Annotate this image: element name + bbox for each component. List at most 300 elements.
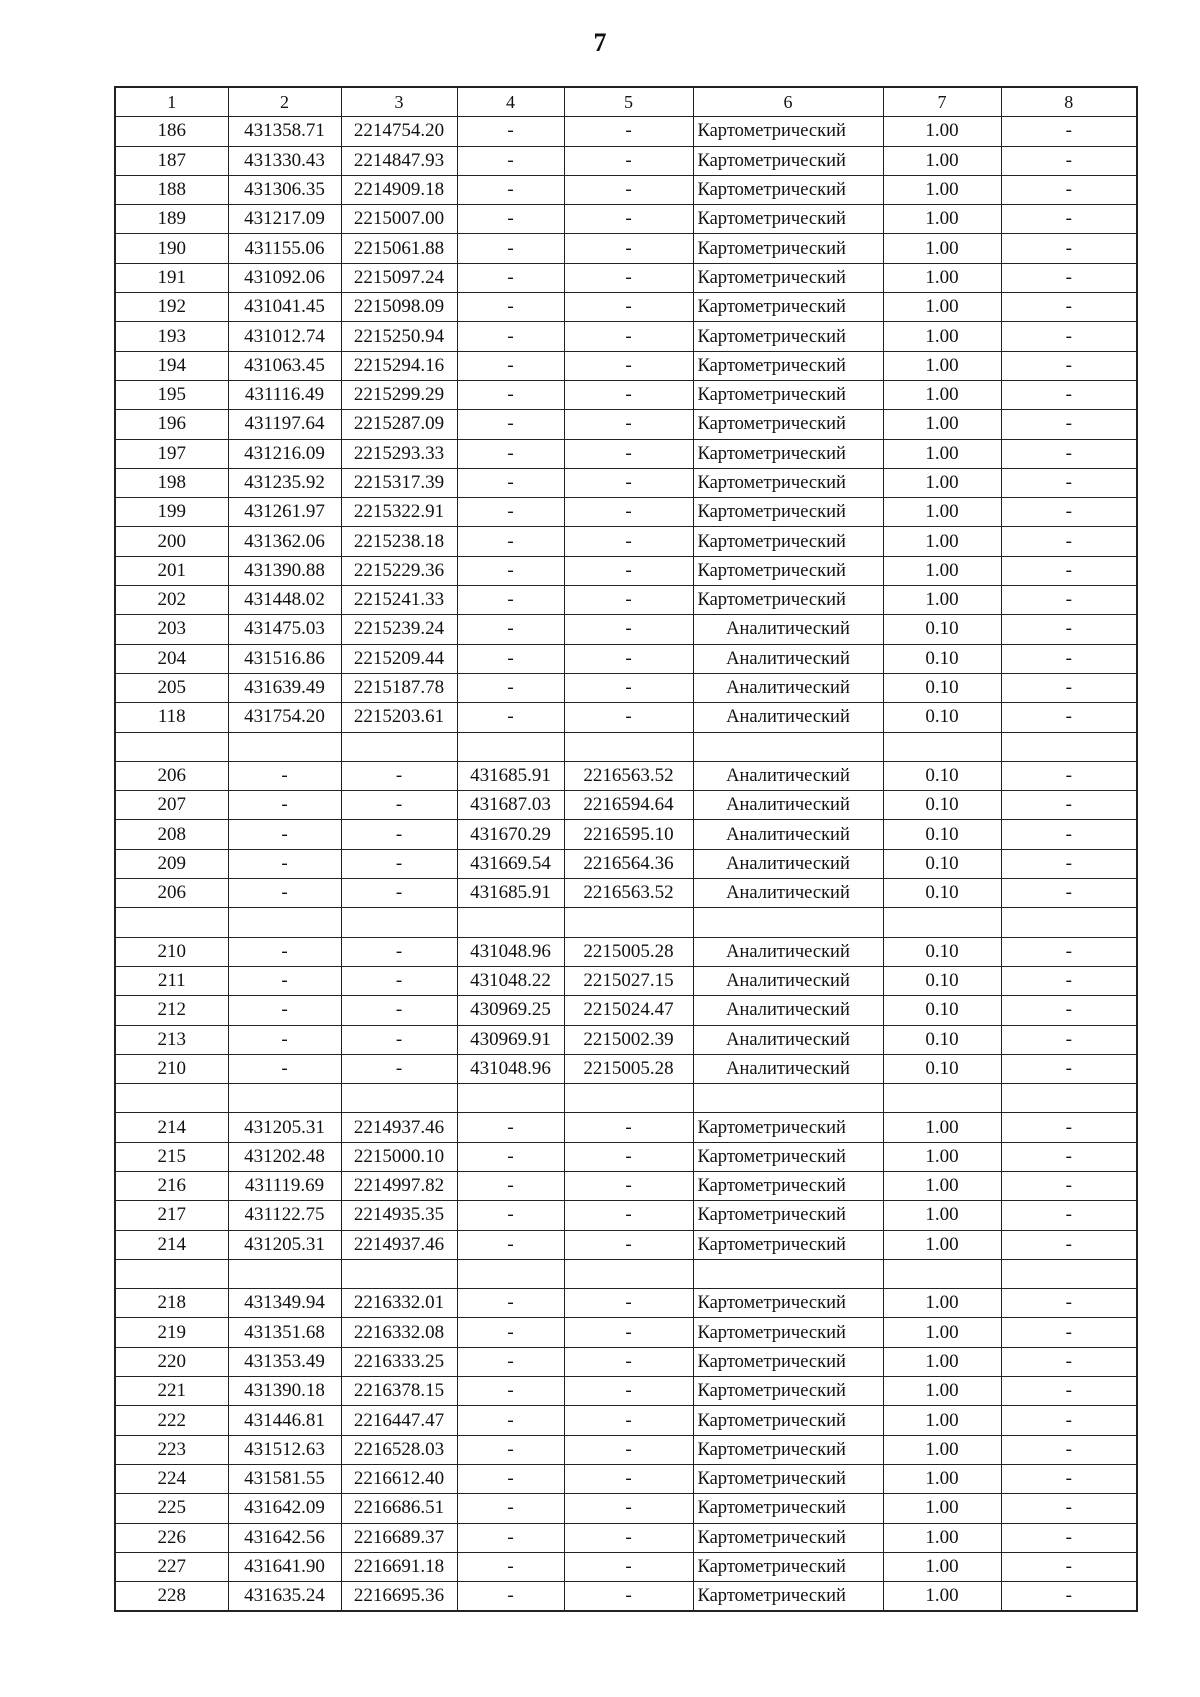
x-coord-alt-cell: - xyxy=(457,1171,564,1200)
x-coord-cell: 431012.74 xyxy=(228,322,341,351)
table-row xyxy=(115,732,1137,761)
method-cell: Аналитический xyxy=(693,849,883,878)
accuracy-cell: 0.10 xyxy=(883,615,1001,644)
accuracy-cell: 1.00 xyxy=(883,175,1001,204)
description-cell: - xyxy=(1001,1582,1137,1612)
description-cell: - xyxy=(1001,1552,1137,1581)
y-coord-alt-cell: - xyxy=(564,1582,693,1612)
x-coord-cell: 431362.06 xyxy=(228,527,341,556)
x-coord-cell: 431642.56 xyxy=(228,1523,341,1552)
x-coord-alt-cell: - xyxy=(457,1318,564,1347)
description-cell: - xyxy=(1001,1142,1137,1171)
y-coord-alt-cell: 2216595.10 xyxy=(564,820,693,849)
x-coord-cell: 431041.45 xyxy=(228,293,341,322)
y-coord-cell: - xyxy=(341,820,457,849)
point-number-cell xyxy=(115,732,228,761)
point-number-cell: 228 xyxy=(115,1582,228,1612)
x-coord-alt-cell: - xyxy=(457,263,564,292)
y-coord-cell: 2214754.20 xyxy=(341,117,457,146)
x-coord-cell xyxy=(228,908,341,937)
description-cell: - xyxy=(1001,703,1137,732)
table-row xyxy=(115,1435,1137,1464)
point-number-cell: 201 xyxy=(115,556,228,585)
table-row xyxy=(115,263,1137,292)
x-coord-cell: 431353.49 xyxy=(228,1347,341,1376)
y-coord-cell: 2214937.46 xyxy=(341,1230,457,1259)
method-cell: Картометрический xyxy=(693,234,883,263)
table-row xyxy=(115,703,1137,732)
x-coord-alt-cell xyxy=(457,1084,564,1113)
table-row xyxy=(115,879,1137,908)
table-row xyxy=(115,468,1137,497)
table-row xyxy=(115,1171,1137,1200)
y-coord-cell: - xyxy=(341,879,457,908)
table-row xyxy=(115,351,1137,380)
table-row xyxy=(115,234,1137,263)
page-number: 7 xyxy=(593,28,607,57)
method-cell: Картометрический xyxy=(693,351,883,380)
y-coord-alt-cell: - xyxy=(564,703,693,732)
accuracy-cell: 1.00 xyxy=(883,1347,1001,1376)
method-cell: Картометрический xyxy=(693,1289,883,1318)
y-coord-alt-cell: - xyxy=(564,556,693,585)
x-coord-alt-cell: - xyxy=(457,439,564,468)
y-coord-cell: 2214937.46 xyxy=(341,1113,457,1142)
y-coord-alt-cell: - xyxy=(564,380,693,409)
y-coord-cell: 2216528.03 xyxy=(341,1435,457,1464)
x-coord-cell: 431216.09 xyxy=(228,439,341,468)
accuracy-cell: 1.00 xyxy=(883,1377,1001,1406)
accuracy-cell: 1.00 xyxy=(883,1494,1001,1523)
table-row xyxy=(115,1230,1137,1259)
description-cell: - xyxy=(1001,1054,1137,1083)
y-coord-alt-cell: - xyxy=(564,1171,693,1200)
point-number-cell: 200 xyxy=(115,527,228,556)
y-coord-alt-cell xyxy=(564,1259,693,1288)
y-coord-alt-cell: 2215027.15 xyxy=(564,966,693,995)
y-coord-alt-cell: - xyxy=(564,1142,693,1171)
accuracy-cell: 1.00 xyxy=(883,1464,1001,1493)
y-coord-cell: 2216378.15 xyxy=(341,1377,457,1406)
y-coord-cell: 2215294.16 xyxy=(341,351,457,380)
description-cell: - xyxy=(1001,468,1137,497)
method-cell: Картометрический xyxy=(693,586,883,615)
x-coord-cell: 431581.55 xyxy=(228,1464,341,1493)
accuracy-cell xyxy=(883,908,1001,937)
y-coord-alt-cell: 2216563.52 xyxy=(564,879,693,908)
method-cell: Картометрический xyxy=(693,1142,883,1171)
point-number-cell: 205 xyxy=(115,673,228,702)
method-cell: Картометрический xyxy=(693,1523,883,1552)
y-coord-cell: 2215187.78 xyxy=(341,673,457,702)
x-coord-alt-cell: - xyxy=(457,586,564,615)
y-coord-alt-cell: 2216563.52 xyxy=(564,761,693,790)
table-row xyxy=(115,1347,1137,1376)
y-coord-cell: 2216612.40 xyxy=(341,1464,457,1493)
accuracy-cell: 1.00 xyxy=(883,1142,1001,1171)
y-coord-cell: - xyxy=(341,937,457,966)
x-coord-cell: 431754.20 xyxy=(228,703,341,732)
y-coord-alt-cell: - xyxy=(564,586,693,615)
method-cell: Картометрический xyxy=(693,380,883,409)
coordinates-table xyxy=(114,86,1138,1612)
table-row xyxy=(115,849,1137,878)
y-coord-alt-cell: - xyxy=(564,673,693,702)
x-coord-cell: - xyxy=(228,1025,341,1054)
method-cell: Картометрический xyxy=(693,1201,883,1230)
x-coord-alt-cell: - xyxy=(457,1523,564,1552)
table-row xyxy=(115,527,1137,556)
table-row xyxy=(115,1289,1137,1318)
method-cell xyxy=(693,1084,883,1113)
point-number-cell: 195 xyxy=(115,380,228,409)
x-coord-alt-cell: - xyxy=(457,1377,564,1406)
table-row xyxy=(115,556,1137,585)
y-coord-cell: 2216332.01 xyxy=(341,1289,457,1318)
accuracy-cell: 1.00 xyxy=(883,1230,1001,1259)
description-cell xyxy=(1001,732,1137,761)
x-coord-cell: 431205.31 xyxy=(228,1230,341,1259)
accuracy-cell: 1.00 xyxy=(883,1582,1001,1612)
method-cell: Картометрический xyxy=(693,263,883,292)
y-coord-alt-cell: - xyxy=(564,1523,693,1552)
description-cell: - xyxy=(1001,761,1137,790)
y-coord-cell: 2216333.25 xyxy=(341,1347,457,1376)
method-cell: Картометрический xyxy=(693,1377,883,1406)
method-cell: Картометрический xyxy=(693,1582,883,1612)
accuracy-cell: 0.10 xyxy=(883,879,1001,908)
description-cell: - xyxy=(1001,1201,1137,1230)
accuracy-cell: 0.10 xyxy=(883,791,1001,820)
table-row xyxy=(115,820,1137,849)
y-coord-alt-cell: - xyxy=(564,117,693,146)
y-coord-alt-cell: - xyxy=(564,1289,693,1318)
y-coord-cell: 2216691.18 xyxy=(341,1552,457,1581)
point-number-cell: 194 xyxy=(115,351,228,380)
x-coord-alt-cell: 431685.91 xyxy=(457,761,564,790)
description-cell: - xyxy=(1001,966,1137,995)
x-coord-cell: 431155.06 xyxy=(228,234,341,263)
x-coord-cell: - xyxy=(228,849,341,878)
method-cell: Картометрический xyxy=(693,1494,883,1523)
y-coord-cell: 2214847.93 xyxy=(341,146,457,175)
point-number-cell: 196 xyxy=(115,410,228,439)
y-coord-alt-cell: - xyxy=(564,175,693,204)
x-coord-alt-cell xyxy=(457,908,564,937)
y-coord-alt-cell: 2215005.28 xyxy=(564,1054,693,1083)
y-coord-cell: 2215098.09 xyxy=(341,293,457,322)
y-coord-alt-cell: - xyxy=(564,1201,693,1230)
x-coord-alt-cell: 430969.91 xyxy=(457,1025,564,1054)
table-body xyxy=(115,87,1137,1611)
point-number-cell: 222 xyxy=(115,1406,228,1435)
accuracy-cell: 1.00 xyxy=(883,1435,1001,1464)
point-number-cell: 187 xyxy=(115,146,228,175)
y-coord-alt-cell: - xyxy=(564,644,693,673)
y-coord-alt-cell: - xyxy=(564,322,693,351)
method-cell: Аналитический xyxy=(693,1054,883,1083)
x-coord-cell: 431119.69 xyxy=(228,1171,341,1200)
accuracy-cell: 1.00 xyxy=(883,1201,1001,1230)
x-coord-alt-cell: - xyxy=(457,615,564,644)
x-coord-cell: 431448.02 xyxy=(228,586,341,615)
y-coord-cell: 2215293.33 xyxy=(341,439,457,468)
y-coord-cell: 2215317.39 xyxy=(341,468,457,497)
x-coord-cell: - xyxy=(228,996,341,1025)
method-cell: Картометрический xyxy=(693,1435,883,1464)
point-number-cell: 208 xyxy=(115,820,228,849)
table-row xyxy=(115,498,1137,527)
point-number-cell: 218 xyxy=(115,1289,228,1318)
description-cell: - xyxy=(1001,1230,1137,1259)
description-cell: - xyxy=(1001,117,1137,146)
y-coord-cell: - xyxy=(341,966,457,995)
x-coord-alt-cell: - xyxy=(457,468,564,497)
table-row xyxy=(115,117,1137,146)
description-cell: - xyxy=(1001,644,1137,673)
point-number-cell: 214 xyxy=(115,1113,228,1142)
accuracy-cell: 1.00 xyxy=(883,1289,1001,1318)
method-cell: Картометрический xyxy=(693,1464,883,1493)
description-cell: - xyxy=(1001,498,1137,527)
y-coord-cell: - xyxy=(341,761,457,790)
y-coord-alt-cell: - xyxy=(564,1347,693,1376)
description-cell: - xyxy=(1001,1113,1137,1142)
method-cell: Аналитический xyxy=(693,703,883,732)
point-number-cell: 203 xyxy=(115,615,228,644)
y-coord-alt-cell: - xyxy=(564,439,693,468)
x-coord-cell: 431197.64 xyxy=(228,410,341,439)
y-coord-alt-cell: - xyxy=(564,263,693,292)
header-cell: 1 xyxy=(115,87,228,117)
x-coord-alt-cell: - xyxy=(457,1406,564,1435)
description-cell: - xyxy=(1001,175,1137,204)
header-cell: 6 xyxy=(693,87,883,117)
table-row xyxy=(115,1406,1137,1435)
point-number-cell: 224 xyxy=(115,1464,228,1493)
x-coord-cell: 431635.24 xyxy=(228,1582,341,1612)
accuracy-cell: 1.00 xyxy=(883,1113,1001,1142)
description-cell: - xyxy=(1001,1464,1137,1493)
y-coord-cell: 2215061.88 xyxy=(341,234,457,263)
y-coord-cell: 2216686.51 xyxy=(341,1494,457,1523)
accuracy-cell: 1.00 xyxy=(883,205,1001,234)
x-coord-alt-cell: - xyxy=(457,1435,564,1464)
point-number-cell xyxy=(115,908,228,937)
point-number-cell: 209 xyxy=(115,849,228,878)
table-row xyxy=(115,1025,1137,1054)
y-coord-cell: 2215299.29 xyxy=(341,380,457,409)
y-coord-alt-cell: - xyxy=(564,146,693,175)
x-coord-alt-cell: - xyxy=(457,1289,564,1318)
method-cell: Картометрический xyxy=(693,175,883,204)
y-coord-alt-cell xyxy=(564,1084,693,1113)
y-coord-alt-cell: - xyxy=(564,1435,693,1464)
point-number-cell: 204 xyxy=(115,644,228,673)
description-cell: - xyxy=(1001,1347,1137,1376)
description-cell: - xyxy=(1001,849,1137,878)
point-number-cell: 186 xyxy=(115,117,228,146)
x-coord-alt-cell: - xyxy=(457,1494,564,1523)
table-row xyxy=(115,1201,1137,1230)
x-coord-alt-cell: - xyxy=(457,498,564,527)
description-cell: - xyxy=(1001,263,1137,292)
accuracy-cell: 0.10 xyxy=(883,820,1001,849)
method-cell: Аналитический xyxy=(693,937,883,966)
accuracy-cell: 1.00 xyxy=(883,1318,1001,1347)
point-number-cell: 210 xyxy=(115,1054,228,1083)
accuracy-cell: 0.10 xyxy=(883,966,1001,995)
method-cell: Картометрический xyxy=(693,556,883,585)
x-coord-alt-cell xyxy=(457,1259,564,1288)
description-cell: - xyxy=(1001,322,1137,351)
y-coord-alt-cell: - xyxy=(564,1552,693,1581)
y-coord-alt-cell: - xyxy=(564,234,693,263)
y-coord-cell xyxy=(341,1259,457,1288)
x-coord-cell: 431092.06 xyxy=(228,263,341,292)
y-coord-cell: - xyxy=(341,996,457,1025)
accuracy-cell: 0.10 xyxy=(883,937,1001,966)
table-row xyxy=(115,1523,1137,1552)
x-coord-alt-cell: 431687.03 xyxy=(457,791,564,820)
x-coord-cell: - xyxy=(228,791,341,820)
x-coord-alt-cell: - xyxy=(457,1582,564,1612)
x-coord-cell: 431306.35 xyxy=(228,175,341,204)
y-coord-cell: 2214909.18 xyxy=(341,175,457,204)
header-cell: 8 xyxy=(1001,87,1137,117)
x-coord-alt-cell: 431669.54 xyxy=(457,849,564,878)
x-coord-cell: 431330.43 xyxy=(228,146,341,175)
y-coord-cell: 2214935.35 xyxy=(341,1201,457,1230)
table-row xyxy=(115,410,1137,439)
table-row xyxy=(115,673,1137,702)
x-coord-cell: 431217.09 xyxy=(228,205,341,234)
accuracy-cell: 1.00 xyxy=(883,1406,1001,1435)
x-coord-alt-cell: - xyxy=(457,1142,564,1171)
x-coord-alt-cell: - xyxy=(457,410,564,439)
accuracy-cell xyxy=(883,1084,1001,1113)
x-coord-alt-cell: - xyxy=(457,1552,564,1581)
description-cell: - xyxy=(1001,1377,1137,1406)
table-row xyxy=(115,791,1137,820)
point-number-cell: 212 xyxy=(115,996,228,1025)
accuracy-cell: 0.10 xyxy=(883,1025,1001,1054)
table-row xyxy=(115,1464,1137,1493)
description-cell: - xyxy=(1001,1406,1137,1435)
x-coord-cell: 431642.09 xyxy=(228,1494,341,1523)
y-coord-alt-cell: - xyxy=(564,1113,693,1142)
table-row xyxy=(115,1054,1137,1083)
y-coord-cell: 2215097.24 xyxy=(341,263,457,292)
accuracy-cell: 1.00 xyxy=(883,380,1001,409)
x-coord-alt-cell: - xyxy=(457,293,564,322)
point-number-cell: 206 xyxy=(115,761,228,790)
point-number-cell: 215 xyxy=(115,1142,228,1171)
accuracy-cell: 1.00 xyxy=(883,322,1001,351)
x-coord-cell: 431063.45 xyxy=(228,351,341,380)
x-coord-cell: 431205.31 xyxy=(228,1113,341,1142)
accuracy-cell: 1.00 xyxy=(883,439,1001,468)
x-coord-cell xyxy=(228,1259,341,1288)
y-coord-alt-cell: - xyxy=(564,410,693,439)
method-cell: Картометрический xyxy=(693,498,883,527)
table-row xyxy=(115,966,1137,995)
y-coord-alt-cell: - xyxy=(564,293,693,322)
table-row xyxy=(115,937,1137,966)
x-coord-cell: 431446.81 xyxy=(228,1406,341,1435)
point-number-cell: 220 xyxy=(115,1347,228,1376)
table-row xyxy=(115,1113,1137,1142)
description-cell: - xyxy=(1001,791,1137,820)
description-cell: - xyxy=(1001,205,1137,234)
description-cell: - xyxy=(1001,1289,1137,1318)
header-cell: 4 xyxy=(457,87,564,117)
point-number-cell: 192 xyxy=(115,293,228,322)
x-coord-cell: - xyxy=(228,937,341,966)
x-coord-alt-cell: - xyxy=(457,380,564,409)
x-coord-alt-cell: 431048.22 xyxy=(457,966,564,995)
y-coord-alt-cell: 2216564.36 xyxy=(564,849,693,878)
y-coord-alt-cell: - xyxy=(564,1318,693,1347)
table-row xyxy=(115,146,1137,175)
method-cell: Аналитический xyxy=(693,820,883,849)
x-coord-alt-cell: - xyxy=(457,644,564,673)
y-coord-alt-cell: - xyxy=(564,1377,693,1406)
header-cell: 7 xyxy=(883,87,1001,117)
method-cell: Картометрический xyxy=(693,1552,883,1581)
y-coord-cell: 2216689.37 xyxy=(341,1523,457,1552)
y-coord-alt-cell: 2216594.64 xyxy=(564,791,693,820)
method-cell: Картометрический xyxy=(693,1171,883,1200)
description-cell: - xyxy=(1001,1435,1137,1464)
x-coord-alt-cell: - xyxy=(457,527,564,556)
table-row xyxy=(115,1552,1137,1581)
description-cell: - xyxy=(1001,146,1137,175)
x-coord-cell: 431349.94 xyxy=(228,1289,341,1318)
y-coord-alt-cell: - xyxy=(564,527,693,556)
accuracy-cell: 0.10 xyxy=(883,849,1001,878)
accuracy-cell: 0.10 xyxy=(883,1054,1001,1083)
table-row xyxy=(115,439,1137,468)
table-row xyxy=(115,322,1137,351)
point-number-cell: 226 xyxy=(115,1523,228,1552)
table-row xyxy=(115,644,1137,673)
y-coord-cell: 2215000.10 xyxy=(341,1142,457,1171)
description-cell xyxy=(1001,1259,1137,1288)
y-coord-cell: 2216447.47 xyxy=(341,1406,457,1435)
x-coord-alt-cell: - xyxy=(457,205,564,234)
y-coord-alt-cell: - xyxy=(564,615,693,644)
table-row xyxy=(115,1582,1137,1612)
x-coord-alt-cell: 431048.96 xyxy=(457,1054,564,1083)
method-cell: Аналитический xyxy=(693,615,883,644)
accuracy-cell: 1.00 xyxy=(883,527,1001,556)
x-coord-cell: 431202.48 xyxy=(228,1142,341,1171)
accuracy-cell: 1.00 xyxy=(883,351,1001,380)
x-coord-cell: 431516.86 xyxy=(228,644,341,673)
x-coord-cell: 431639.49 xyxy=(228,673,341,702)
point-number-cell: 227 xyxy=(115,1552,228,1581)
point-number-cell: 197 xyxy=(115,439,228,468)
point-number-cell: 189 xyxy=(115,205,228,234)
x-coord-cell: 431116.49 xyxy=(228,380,341,409)
point-number-cell: 219 xyxy=(115,1318,228,1347)
description-cell: - xyxy=(1001,673,1137,702)
table-row xyxy=(115,1494,1137,1523)
x-coord-alt-cell: 431670.29 xyxy=(457,820,564,849)
method-cell: Картометрический xyxy=(693,293,883,322)
y-coord-cell: - xyxy=(341,1025,457,1054)
